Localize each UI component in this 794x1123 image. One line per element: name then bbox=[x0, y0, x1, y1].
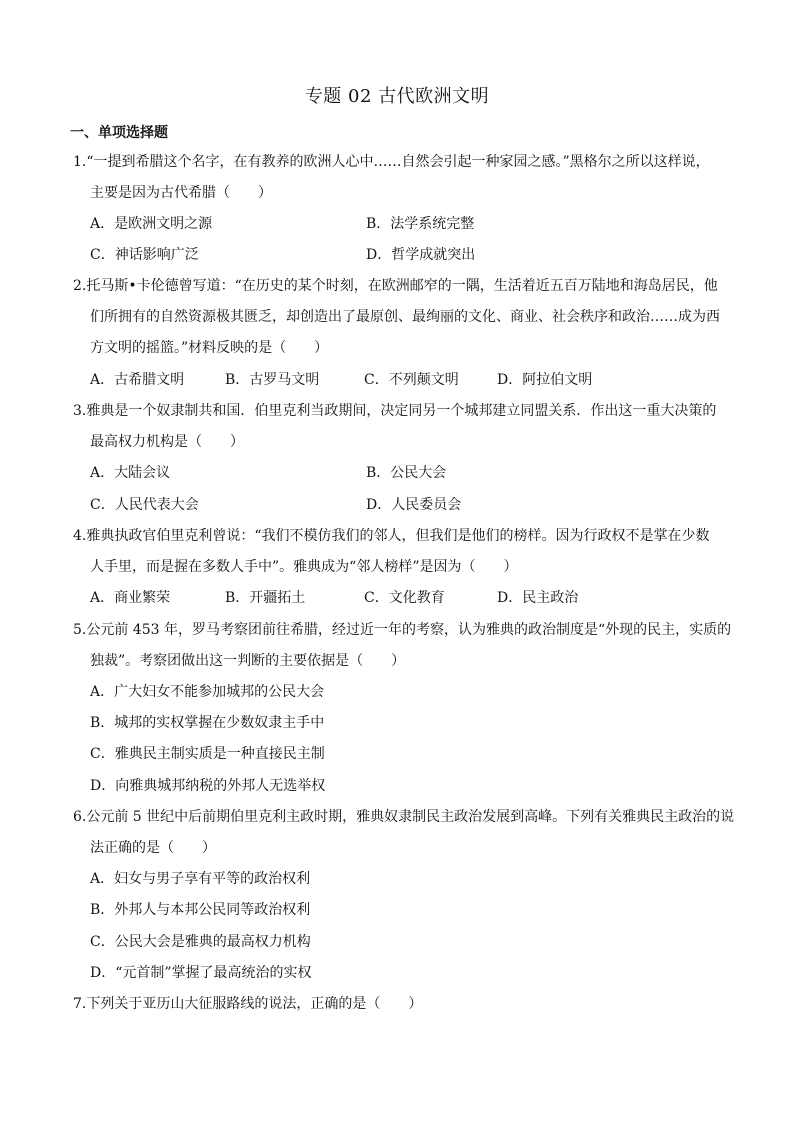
question-6-option-d[interactable]: D．“元首制”掌握了最高统治的实权 bbox=[90, 965, 312, 981]
question-4-option-b[interactable]: B．开疆拓土 bbox=[225, 590, 306, 606]
question-4-option-a[interactable]: A．商业繁荣 bbox=[90, 590, 171, 606]
question-2-option-c[interactable]: C．不列颠文明 bbox=[364, 372, 459, 388]
question-4-line-1: 4.雅典执政官伯里克利曾说：“我们不模仿我们的邻人，但我们是他们的榜样。因为行政权不是掌在少数 bbox=[73, 528, 710, 544]
question-1-line-2: 主要是因为古代希腊（ ） bbox=[90, 185, 272, 201]
question-3-option-b[interactable]: B．公民大会 bbox=[366, 465, 447, 481]
question-5-option-c[interactable]: C．雅典民主制实质是一种直接民主制 bbox=[90, 746, 325, 762]
question-4-option-c[interactable]: C．文化教育 bbox=[364, 590, 445, 606]
question-1-option-d[interactable]: D．哲学成就突出 bbox=[366, 247, 476, 263]
question-6-line-1: 6.公元前 5 世纪中后前期伯里克利主政时期，雅典奴隶制民主政治发展到高峰。下列有关雅典民主政治的说 bbox=[73, 809, 735, 825]
question-5-line-2: 独裁”。考察团做出这一判断的主要依据是（ ） bbox=[90, 653, 406, 669]
question-6-option-a[interactable]: A．妇女与男子享有平等的政治权利 bbox=[90, 871, 311, 887]
question-3-line-2: 最高权力机构是（ ） bbox=[90, 434, 244, 450]
question-2-option-b[interactable]: B．古罗马文明 bbox=[225, 372, 320, 388]
page-title: 专题 02 古代欧洲文明 bbox=[304, 86, 490, 107]
question-5-option-b[interactable]: B．城邦的实权掌握在少数奴隶主手中 bbox=[90, 715, 325, 731]
question-2-option-a[interactable]: A．古希腊文明 bbox=[90, 372, 185, 388]
question-4-line-2: 人手里，而是握在多数人手中”。雅典成为“邻人榜样”是因为（ ） bbox=[90, 559, 518, 575]
question-7-line-1: 7.下列关于亚历山大征服路线的说法，正确的是（ ） bbox=[73, 996, 423, 1012]
question-6-line-2: 法正确的是（ ） bbox=[90, 840, 216, 856]
question-3-option-c[interactable]: C．人民代表大会 bbox=[90, 497, 199, 513]
question-4-option-d[interactable]: D．民主政治 bbox=[497, 590, 579, 606]
question-2-line-3: 方文明的摇篮。”材料反映的是（ ） bbox=[90, 340, 329, 356]
question-1-option-a[interactable]: A．是欧洲文明之源 bbox=[90, 216, 213, 232]
question-1-line-1: 1.“一提到希腊这个名字，在有教养的欧洲人心中……自然会引起一种家园之感。”黑格尔之所以这样说， bbox=[73, 154, 710, 170]
question-5-line-1: 5.公元前 453 年，罗马考察团前往希腊，经过近一年的考察，认为雅典的政治制度是“外现的民主，实质的 bbox=[73, 622, 732, 638]
question-6-option-b[interactable]: B．外邦人与本邦公民同等政治权利 bbox=[90, 902, 311, 918]
question-2-option-d[interactable]: D．阿拉伯文明 bbox=[497, 372, 593, 388]
question-2-line-2: 们所拥有的自然资源极其匮乏，却创造出了最原创、最绚丽的文化、商业、社会秩序和政治……成为西 bbox=[90, 309, 720, 325]
question-3-line-1: 3.雅典是一个奴隶制共和国．伯里克利当政期间，决定同另一个城邦建立同盟关系．作出这一重大决策的 bbox=[73, 403, 717, 419]
question-1-option-c[interactable]: C．神话影响广泛 bbox=[90, 247, 199, 263]
question-1-option-b[interactable]: B．法学系统完整 bbox=[366, 216, 475, 232]
question-6-option-c[interactable]: C．公民大会是雅典的最高权力机构 bbox=[90, 934, 311, 950]
section-heading: 一、单项选择题 bbox=[70, 125, 168, 141]
question-5-option-a[interactable]: A．广大妇女不能参加城邦的公民大会 bbox=[90, 684, 325, 700]
question-2-line-1: 2.托马斯•卡伦德曾写道：“在历史的某个时刻，在欧洲邮窄的一隅，生活着近五百万陆地和海岛居民，他 bbox=[73, 278, 718, 294]
question-5-option-d[interactable]: D．向雅典城邦纳税的外邦人无选举权 bbox=[90, 778, 326, 794]
question-3-option-a[interactable]: A．大陆会议 bbox=[90, 465, 171, 481]
question-3-option-d[interactable]: D．人民委员会 bbox=[366, 497, 462, 513]
